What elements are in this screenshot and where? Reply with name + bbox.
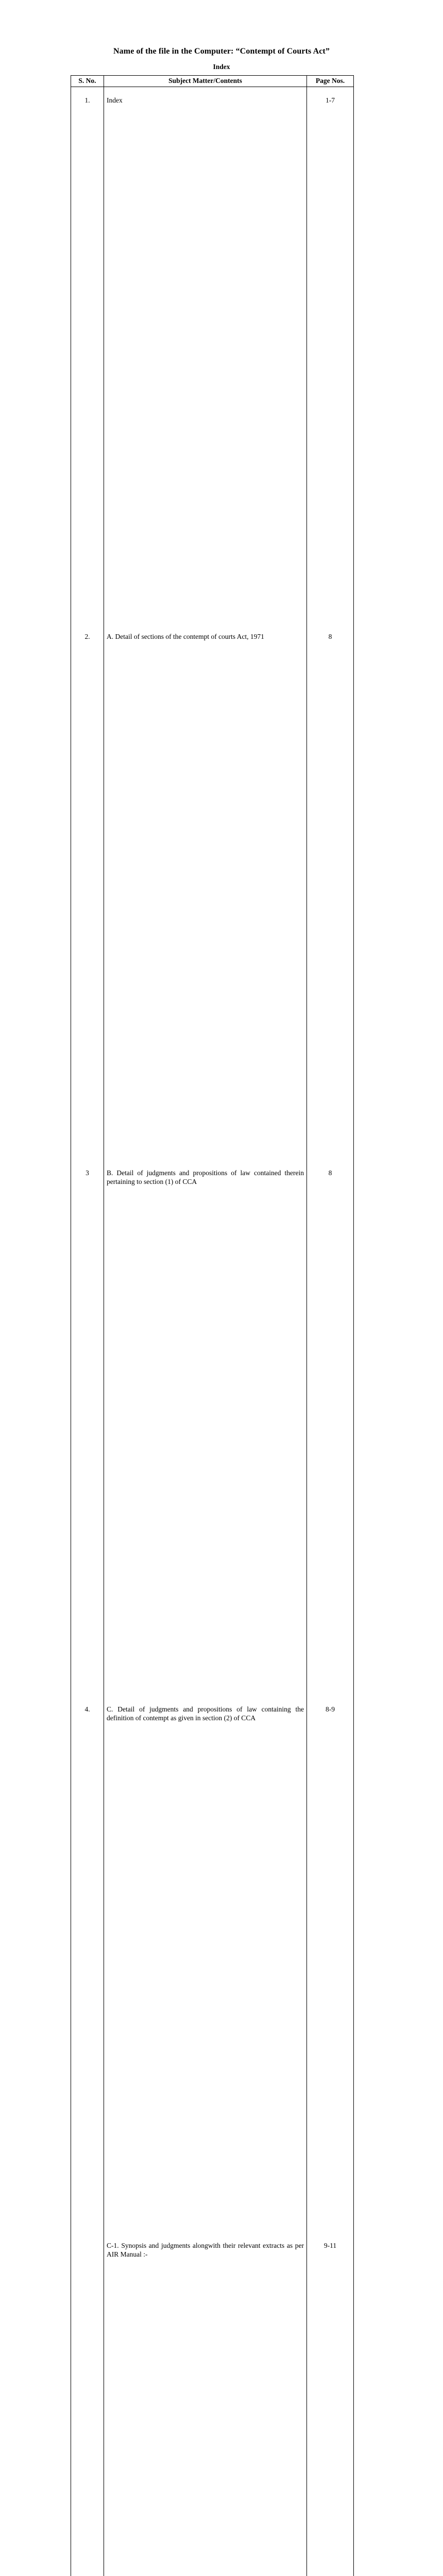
row-pages: 1-7 (307, 87, 354, 632)
row-pages: 8-9 (307, 1705, 354, 2241)
row-sno (71, 2241, 104, 2576)
row-subject: Index (104, 87, 307, 632)
index-table (71, 75, 354, 2576)
row-sno: 3 (71, 1168, 104, 1705)
table-row (71, 87, 354, 632)
table-row (71, 1705, 354, 2241)
document-title: Name of the file in the Computer: “Contempt of Courts Act” (0, 47, 443, 56)
table-row (71, 632, 354, 1168)
row-subject: C-1. Synopsis and judgments alongwith their relevant extracts as per AIR Manual :- (104, 2241, 307, 2576)
row-pages: 9-11 (307, 2241, 354, 2576)
header-pages: Page Nos. (307, 76, 354, 87)
row-subject: B. Detail of judgments and propositions of law contained therein pertaining to section (1) of CCA (104, 1168, 307, 1705)
row-sno: 2. (71, 632, 104, 1168)
header-sno: S. No. (71, 76, 104, 87)
table-header-row (71, 76, 354, 87)
row-pages: 8 (307, 632, 354, 1168)
row-subject: A. Detail of sections of the contempt of courts Act, 1971 (104, 632, 307, 1168)
header-subject: Subject Matter/Contents (104, 76, 307, 87)
table-row (71, 2241, 354, 2576)
table-row (71, 1168, 354, 1705)
row-subject: C. Detail of judgments and propositions of law containing the definition of contempt as given in section (2) of CCA (104, 1705, 307, 2241)
document-subtitle: Index (0, 63, 443, 71)
row-sno: 4. (71, 1705, 104, 2241)
row-pages: 8 (307, 1168, 354, 1705)
row-sno: 1. (71, 87, 104, 632)
document-page (0, 0, 396, 528)
